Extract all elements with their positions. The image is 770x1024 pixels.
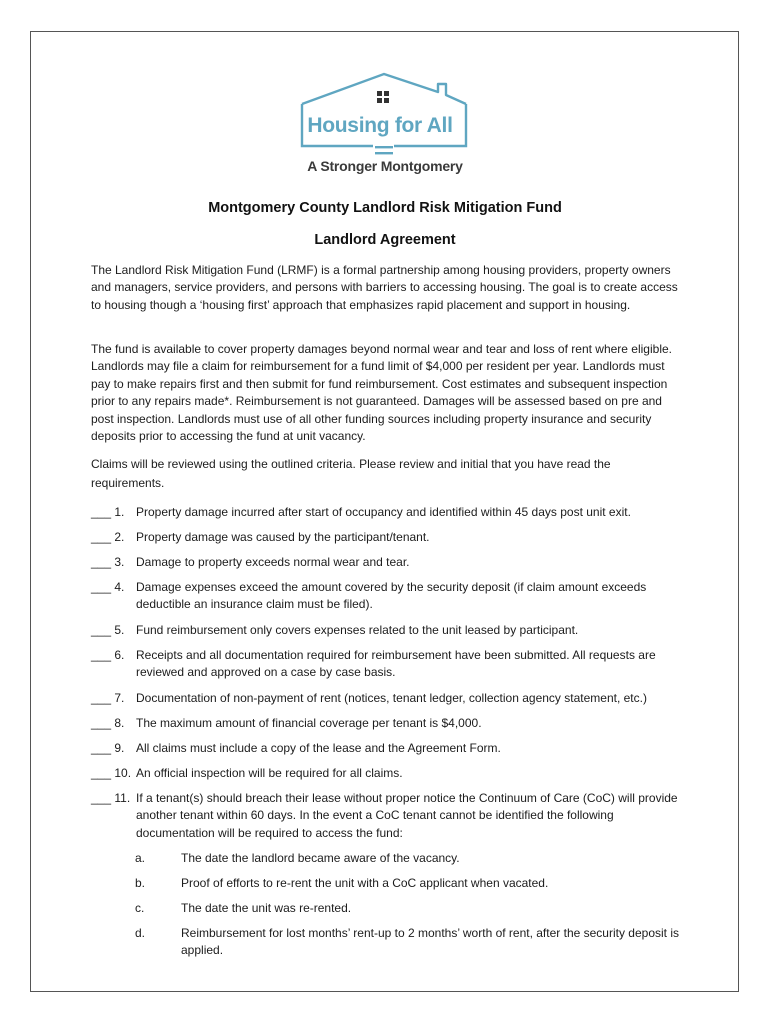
- claims-paragraph: Claims will be reviewed using the outlined criteria. Please review and initial that you have read the requirements.: [91, 457, 611, 490]
- criteria-text: Property damage was caused by the participant/tenant.: [136, 530, 430, 544]
- document-title: Montgomery County Landlord Risk Mitigation Fund: [208, 200, 562, 216]
- logo-main-text: Housing for All: [307, 114, 453, 137]
- equals-bar-top: [375, 146, 393, 148]
- initial-blank[interactable]: ___ 8.: [91, 716, 125, 730]
- criteria-text: Damage expenses exceed the amount covered by the security deposit (if claim amount exceeds deductible an insurance claim must be filed).: [136, 580, 647, 612]
- criteria-text: An official inspection will be required for all claims.: [136, 766, 403, 780]
- sub-list-item: [135, 875, 695, 900]
- criteria-item: [91, 715, 691, 740]
- window-icon: [377, 91, 389, 103]
- equals-bar-bottom: [375, 152, 393, 154]
- criteria-item: [91, 765, 691, 790]
- initial-blank[interactable]: ___ 3.: [91, 555, 125, 569]
- initial-blank[interactable]: ___ 10.: [91, 766, 132, 780]
- criteria-text: Property damage incurred after start of occupancy and identified within 45 days post unit exit.: [136, 505, 631, 519]
- housing-for-all-logo: [290, 70, 480, 182]
- criteria-item: [91, 554, 691, 579]
- initial-blank[interactable]: ___ 11.: [91, 791, 131, 805]
- criteria-text: Fund reimbursement only covers expenses related to the unit leased by participant.: [136, 623, 579, 637]
- criteria-item: [91, 647, 691, 690]
- sub-item-letter: b.: [135, 876, 146, 890]
- initial-blank[interactable]: ___ 7.: [91, 691, 125, 705]
- criteria-text: All claims must include a copy of the lease and the Agreement Form.: [136, 741, 501, 755]
- criteria-list: [91, 504, 691, 850]
- sub-list-item: [135, 900, 695, 925]
- initial-blank[interactable]: ___ 5.: [91, 623, 125, 637]
- sub-item-letter: c.: [135, 901, 145, 915]
- sub-item-text: The date the unit was re-rented.: [181, 901, 352, 915]
- fund-paragraph: The fund is available to cover property damages beyond normal wear and tear and loss of rent where eligible. Landlords may file a claim for reimbursement for a fund limit of $4,000 per resident per year. Landlords must pay to make repairs first and then submit for fund reimbursement. Cost estimates and subsequent inspection prior to any repairs made*. Reimbursement is not guaranteed. Damages will be assessed based on pre and post inspection. Landlords must use of all other funding sources including property insurance and security deposits prior to accessing the fund at unit vacancy.: [91, 342, 672, 444]
- sub-list-item: [135, 850, 695, 875]
- criteria-item: [91, 529, 691, 554]
- criteria-item: [91, 790, 691, 850]
- criteria-text: Damage to property exceeds normal wear and tear.: [136, 555, 410, 569]
- criteria-item: [91, 690, 691, 715]
- criteria-text: The maximum amount of financial coverage per tenant is $4,000.: [136, 716, 482, 730]
- criteria-text: Documentation of non-payment of rent (notices, tenant ledger, collection agency statement, etc.): [136, 691, 647, 705]
- sub-list-item: [135, 925, 695, 965]
- criteria-item: [91, 740, 691, 765]
- initial-blank[interactable]: ___ 2.: [91, 530, 125, 544]
- initial-blank[interactable]: ___ 1.: [91, 505, 125, 519]
- intro-paragraph: The Landlord Risk Mitigation Fund (LRMF) is a formal partnership among housing providers, property owners and managers, service providers, and persons with barriers to accessing housing. The goal is to create access to housing though a ‘housing first’ approach that emphasizes rapid placement and support in housing.: [91, 263, 678, 312]
- sub-item-text: Reimbursement for lost months’ rent-up to 2 months’ worth of rent, after the security deposit is applied.: [181, 926, 679, 958]
- required-documentation-list: [135, 850, 695, 965]
- sub-item-letter: d.: [135, 926, 146, 940]
- initial-blank[interactable]: ___ 9.: [91, 741, 125, 755]
- sub-item-letter: a.: [135, 851, 146, 865]
- criteria-item: [91, 622, 691, 647]
- criteria-item: [91, 504, 691, 529]
- logo-sub-text: A Stronger Montgomery: [307, 158, 463, 174]
- sub-item-text: Proof of efforts to re-rent the unit with a CoC applicant when vacated.: [181, 876, 549, 890]
- criteria-text: If a tenant(s) should breach their lease without proper notice the Continuum of Care (CoC) will provide another tenant within 60 days. In the event a CoC tenant cannot be identified the following documentation will be required to access the fund:: [136, 791, 678, 840]
- criteria-text: Receipts and all documentation required for reimbursement have been submitted. All requests are reviewed and approved on a case by case basis.: [136, 648, 656, 680]
- initial-blank[interactable]: ___ 6.: [91, 648, 125, 662]
- criteria-item: [91, 579, 691, 622]
- initial-blank[interactable]: ___ 4.: [91, 580, 125, 594]
- sub-item-text: The date the landlord became aware of the vacancy.: [181, 851, 460, 865]
- document-subtitle: Landlord Agreement: [314, 232, 456, 248]
